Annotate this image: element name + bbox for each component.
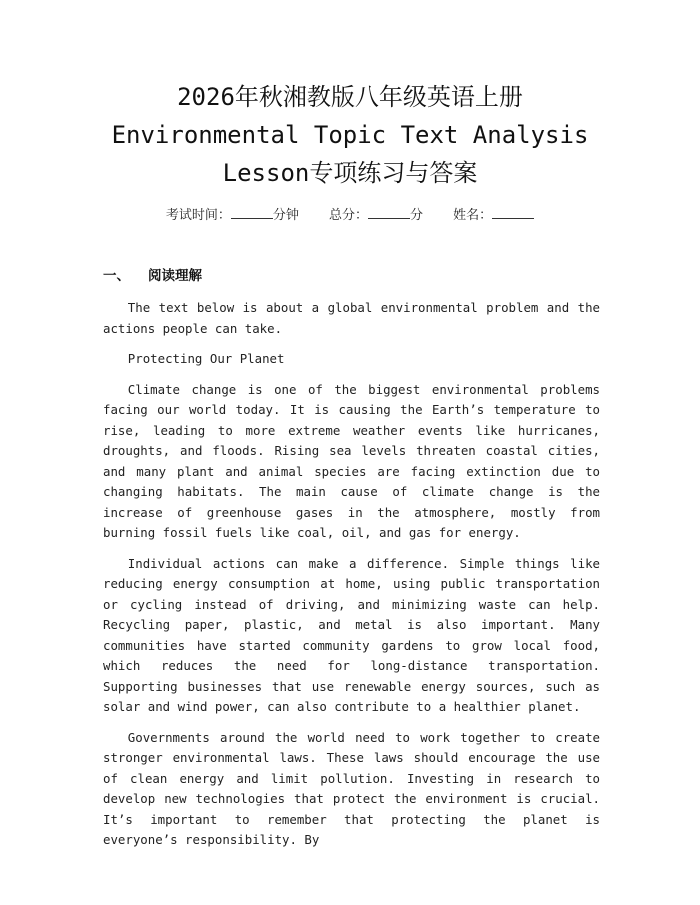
passage-paragraph-1: Climate change is one of the biggest environmental problems facing our world today. It is causing the Earth’s temperature to rise, leading to more extreme weather events like hurricanes, droughts, and floods. Rising sea levels threaten coastal cities, and many plant and animal species are facing extinction due to changing habitats. The main cause of climate change is the increase of greenhouse gases in the atmosphere, mostly from burning fossil fuels like coal, oil, and gas for energy. [103,381,600,540]
title-line-2: Environmental Topic Text Analysis [111,121,589,149]
student-name-blank [492,206,534,219]
intro-paragraph: The text below is about a global environmental problem and the actions people can take. [103,300,600,336]
section-title: 阅读理解 [148,268,202,284]
student-name-field [453,206,534,225]
section-heading [103,267,202,285]
exam-time-blank [231,206,273,219]
exam-time-unit: 分钟 [272,208,299,223]
passage-title: Protecting Our Planet [127,351,285,366]
section-number: 一、 [103,268,130,284]
reading-passage [103,298,600,861]
student-name-label: 姓名： [453,208,493,223]
title-line-1: 2026年秋湘教版八年级英语上册 [177,83,523,111]
document-title [0,78,700,192]
exam-time-field [166,206,299,225]
total-score-unit: 分 [410,208,424,223]
exam-info-row [0,206,700,225]
total-score-label: 总分： [328,208,368,223]
total-score-field [329,206,423,225]
passage-paragraph-2: Individual actions can make a difference. Simple things like reducing energy consumption at home, using public transportation or cycling instead of driving, and minimizing waste can help. Recycling paper, plastic, and metal is also important. Many communities have started community gardens to grow local food, which reduces the need for long-distance transportation. Supporting businesses that use renewable energy sources, such as solar and wind power, can also contribute to a healthier planet. [103,555,600,714]
total-score-blank [368,206,410,219]
passage-paragraph-3: Governments around the world need to work together to create stronger environmental laws. These laws should encourage the use of clean energy and limit pollution. Investing in research to develop new technologies that protect the environment is crucial. It’s important to remember that protecting the planet is everyone’s responsibility. By [103,729,600,847]
title-line-3: Lesson专项练习与答案 [222,159,478,187]
exam-time-label: 考试时间： [165,208,231,223]
